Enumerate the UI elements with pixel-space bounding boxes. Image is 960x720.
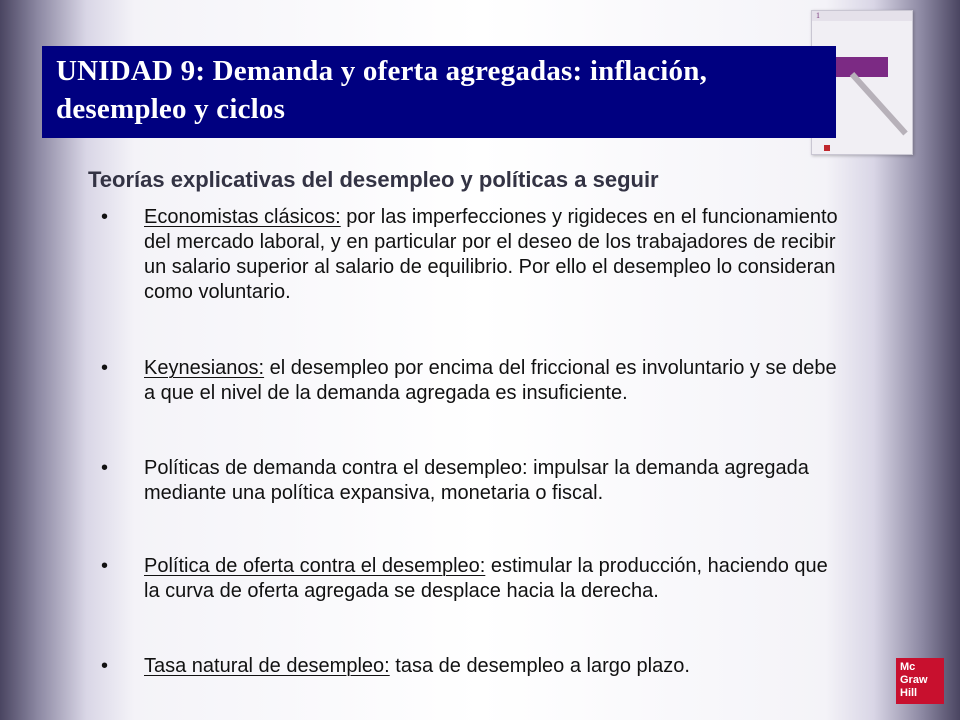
bullet-label: Keynesianos: bbox=[144, 357, 265, 379]
cover-number: 1 bbox=[816, 11, 820, 20]
bullet-icon: • bbox=[101, 655, 109, 677]
bullet-icon: • bbox=[101, 206, 109, 228]
cover-pencil bbox=[850, 72, 908, 135]
bullet-text: Políticas de demanda contra el desempleo: impulsar la demanda agregada mediante una política expansiva, monetaria o fiscal. bbox=[144, 457, 809, 504]
bullet-icon: • bbox=[101, 357, 109, 379]
bullet-text: estimular la producción, haciendo que la curva de oferta agregada se desplace hacia la derecha. bbox=[144, 555, 828, 602]
bullet-icon: • bbox=[101, 555, 109, 577]
bullet-icon: • bbox=[101, 457, 109, 479]
slide-title: UNIDAD 9: Demanda y oferta agregadas: inflación, desempleo y ciclos bbox=[42, 46, 836, 138]
bullet-text: el desempleo por encima del friccional es involuntario y se debe a que el nivel de la demanda agregada es insuficiente. bbox=[144, 357, 837, 404]
cover-purple-block bbox=[834, 57, 888, 77]
cover-top-band bbox=[812, 11, 912, 21]
slide-subtitle: Teorías explicativas del desempleo y políticas a seguir bbox=[88, 167, 659, 192]
bullet-item-politica-oferta bbox=[100, 554, 840, 604]
bullet-item-clasicos bbox=[100, 205, 840, 305]
bullet-text: tasa de desempleo a largo plazo. bbox=[389, 655, 690, 677]
bullet-label: Economistas clásicos: bbox=[144, 206, 341, 228]
bullet-item-keynesianos bbox=[100, 356, 840, 406]
bullet-item-politicas-demanda bbox=[100, 456, 840, 506]
logo-line-1: Mc bbox=[900, 661, 916, 673]
mcgraw-hill-logo bbox=[896, 658, 944, 704]
cover-publisher-mark bbox=[824, 145, 830, 151]
bullet-item-tasa-natural bbox=[100, 654, 840, 679]
bullet-text: por las imperfecciones y rigideces en el funcionamiento del mercado laboral, y en particular por el deseo de los trabajadores de recibir un salario superior al salario de equilibrio. Por ello el desempleo lo consideran como voluntario. bbox=[144, 206, 838, 303]
bullet-label: Política de oferta contra el desempleo: bbox=[144, 555, 486, 577]
logo-line-3: Hill bbox=[900, 687, 918, 699]
logo-line-2: Graw bbox=[900, 674, 928, 686]
bullet-label: Tasa natural de desempleo: bbox=[144, 655, 390, 677]
